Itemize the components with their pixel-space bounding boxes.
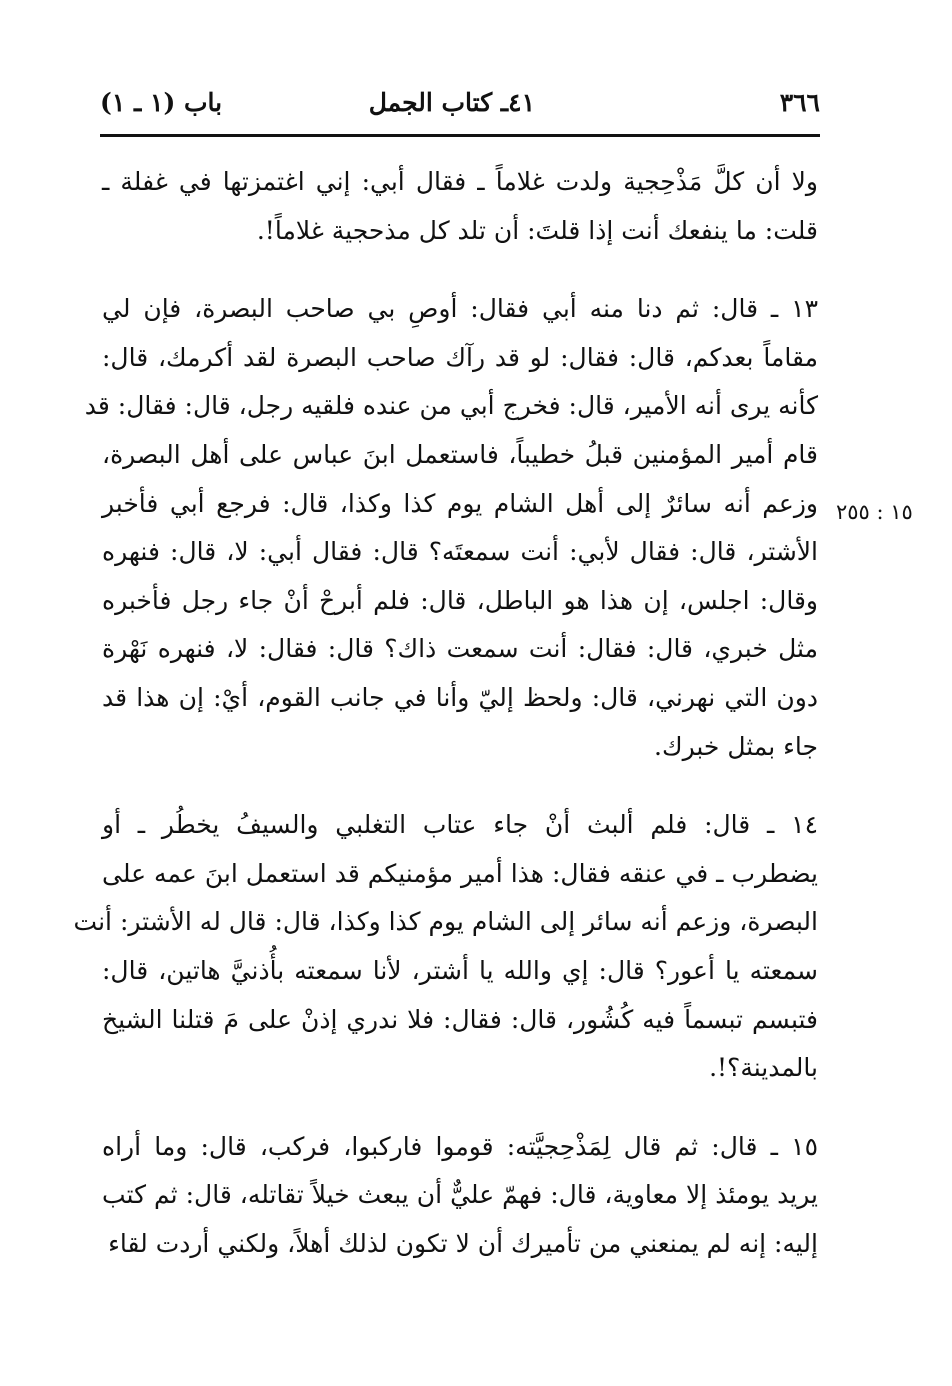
paragraph	[84, 285, 818, 771]
text-line: يضطرب ـ في عنقه فقال: هذا أمير مؤمنيكم قد استعمل ابنَ عمه على	[102, 858, 818, 888]
text-line: مثل خبري، قال: فقال: أنت سمعت ذاك؟ قال: فقال: لا، فنهره نَهْرة	[102, 634, 818, 664]
paragraph	[73, 801, 818, 1093]
text-line: الأشتر، قال: فقال لأبي: أنت سمعتَه؟ قال: فقال أبي: لا، قال: فنهره	[102, 537, 818, 567]
text-line: قلت: ما ينفعك أنت إذا قلتَ: أن تلد كل مذحجية غلاماً!.	[256, 215, 818, 245]
text-line: فتبسم تبسماً فيه كُشُور، قال: فقال: فلا ندري إذنْ على مَ قتلنا الشيخ	[102, 1004, 818, 1034]
text-line: وزعم أنه سائرٌ إلى أهل الشام يوم كذا وكذا، قال: فرجع أبي فأخبر	[102, 488, 818, 518]
page-header	[100, 82, 820, 126]
margin-reference: ١٥ : ٢٥٥	[836, 500, 913, 524]
text-line: قام أمير المؤمنين قبلُ خطيباً، فاستعمل ابنَ عباس على أهل البصرة،	[102, 439, 818, 469]
paragraph	[102, 158, 818, 255]
text-line: وقال: اجلس، إن هذا هو الباطل، قال: فلم أبرحْ أنْ جاء رجل فأخبره	[102, 585, 818, 615]
text-line: ١٤ ـ قال: فلم ألبث أنْ جاء عتاب التغلبي والسيفُ يخطُر ـ أو	[102, 810, 818, 840]
header-rule	[100, 134, 820, 137]
text-line: كأنه يرى أنه الأمير، قال: فخرج أبي من عنده فلقيه رجل، قال: فقال: قد	[84, 391, 818, 421]
text-line: ١٥ ـ قال: ثم قال لِمَذْحِجيَّته: قوموا فاركبوا، فركب، قال: وما أراه	[102, 1131, 818, 1161]
text-line: مقاماً بعدكم، قال: فقال: لو قد رآك صاحب البصرة لقد أكرمك، قال:	[102, 342, 818, 372]
text-line: بالمدينة؟!.	[709, 1053, 818, 1083]
text-line: سمعته يا أعور؟ قال: إي والله يا أشتر، لأنا سمعته بأُذنيَّ هاتين، قال:	[102, 955, 818, 985]
text-line: ١٣ ـ قال: ثم دنا منه أبي فقال: أوصِ بي صاحب البصرة، فإن لي	[102, 294, 818, 324]
text-line: إليه: إنه لم يمنعني من تأميرك أن لا تكون لذلك أهلاً، ولكني أردت لقاء	[108, 1228, 818, 1258]
text-line: دون التي نهرني، قال: ولحظ إليّ وأنا في جانب القوم، أيْ: إن هذا قد	[102, 682, 818, 712]
text-line: ولا أن كلَّ مَذْحِجية ولدت غلاماً ـ فقال أبي: إني اغتمزتها في غفلة ـ	[102, 167, 818, 196]
chapter-label: باب (١ ـ ١)	[100, 88, 223, 117]
body-text	[73, 158, 818, 1268]
text-line: جاء بمثل خبرك.	[654, 731, 818, 761]
page-number: ٣٦٦	[779, 88, 820, 117]
paragraph	[102, 1123, 818, 1269]
text-line: يريد يومئذ إلا معاوية، قال: فهمّ عليٌّ أن يبعث خيلاً تقاتله، قال: ثم كتب	[102, 1180, 818, 1210]
book-title: ٤١ـ كتاب الجمل	[368, 88, 535, 117]
text-line: البصرة، وزعم أنه سائر إلى الشام يوم كذا وكذا، قال: قال له الأشتر: أنت	[73, 907, 818, 937]
